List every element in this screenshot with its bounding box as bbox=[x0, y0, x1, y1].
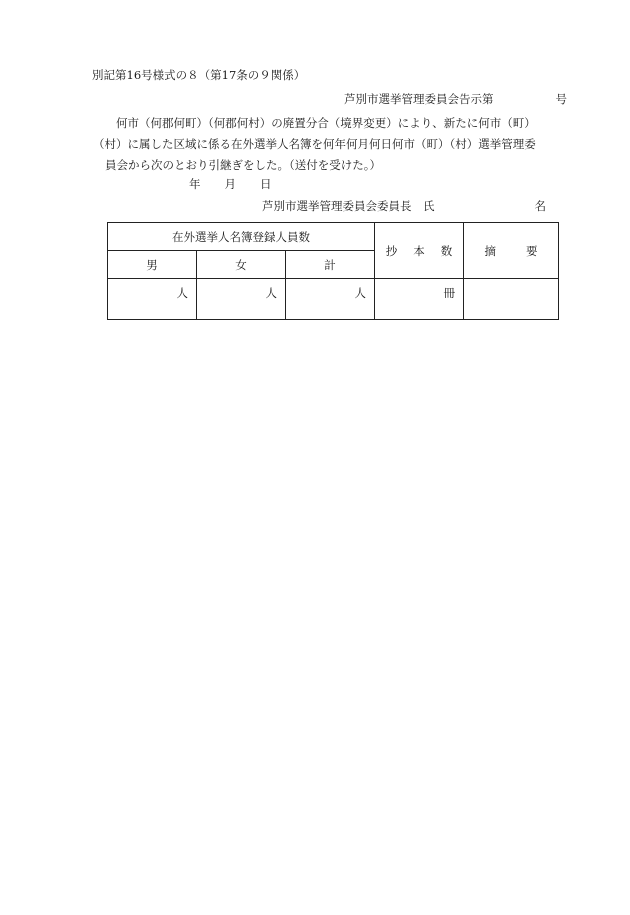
cell-copies-count: 冊 bbox=[375, 279, 464, 320]
notice-number bbox=[344, 92, 567, 106]
header-registered-count: 在外選挙人名簿登録人員数 bbox=[108, 223, 375, 251]
cell-total-count: 人 bbox=[286, 279, 375, 320]
signature-title: 芦別市選挙管理委員会委員長 氏 bbox=[262, 199, 435, 213]
header-total: 計 bbox=[286, 251, 375, 279]
header-male: 男 bbox=[108, 251, 197, 279]
body-text bbox=[93, 113, 555, 176]
cell-male-count: 人 bbox=[108, 279, 197, 320]
date-month: 月 bbox=[224, 177, 236, 191]
form-label: 別記第16号様式の８（第17条の９関係） bbox=[92, 68, 306, 82]
signature-line bbox=[262, 199, 546, 213]
register-table bbox=[107, 222, 559, 320]
date-year: 年 bbox=[189, 177, 201, 191]
header-copies-count: 抄 本 数 bbox=[375, 223, 464, 279]
header-female: 女 bbox=[197, 251, 286, 279]
cell-female-count: 人 bbox=[197, 279, 286, 320]
body-line-3: 員会から次のとおり引継ぎをした。（送付を受けた。） bbox=[105, 158, 381, 172]
header-remarks: 摘 要 bbox=[464, 223, 559, 279]
notice-number-prefix: 芦別市選挙管理委員会告示第 bbox=[344, 92, 494, 106]
date-day: 日 bbox=[260, 177, 272, 191]
date-line bbox=[189, 177, 272, 191]
cell-remarks bbox=[464, 279, 559, 320]
body-line-1: 何市（何郡何町）（何郡何村）の廃置分合（境界変更）により、新たに何市（町） bbox=[116, 116, 536, 130]
notice-number-suffix: 号 bbox=[555, 92, 567, 106]
signature-name: 名 bbox=[534, 199, 546, 213]
body-line-2: （村）に属した区域に係る在外選挙人名簿を何年何月何日何市（町）（村）選挙管理委 bbox=[93, 137, 536, 151]
